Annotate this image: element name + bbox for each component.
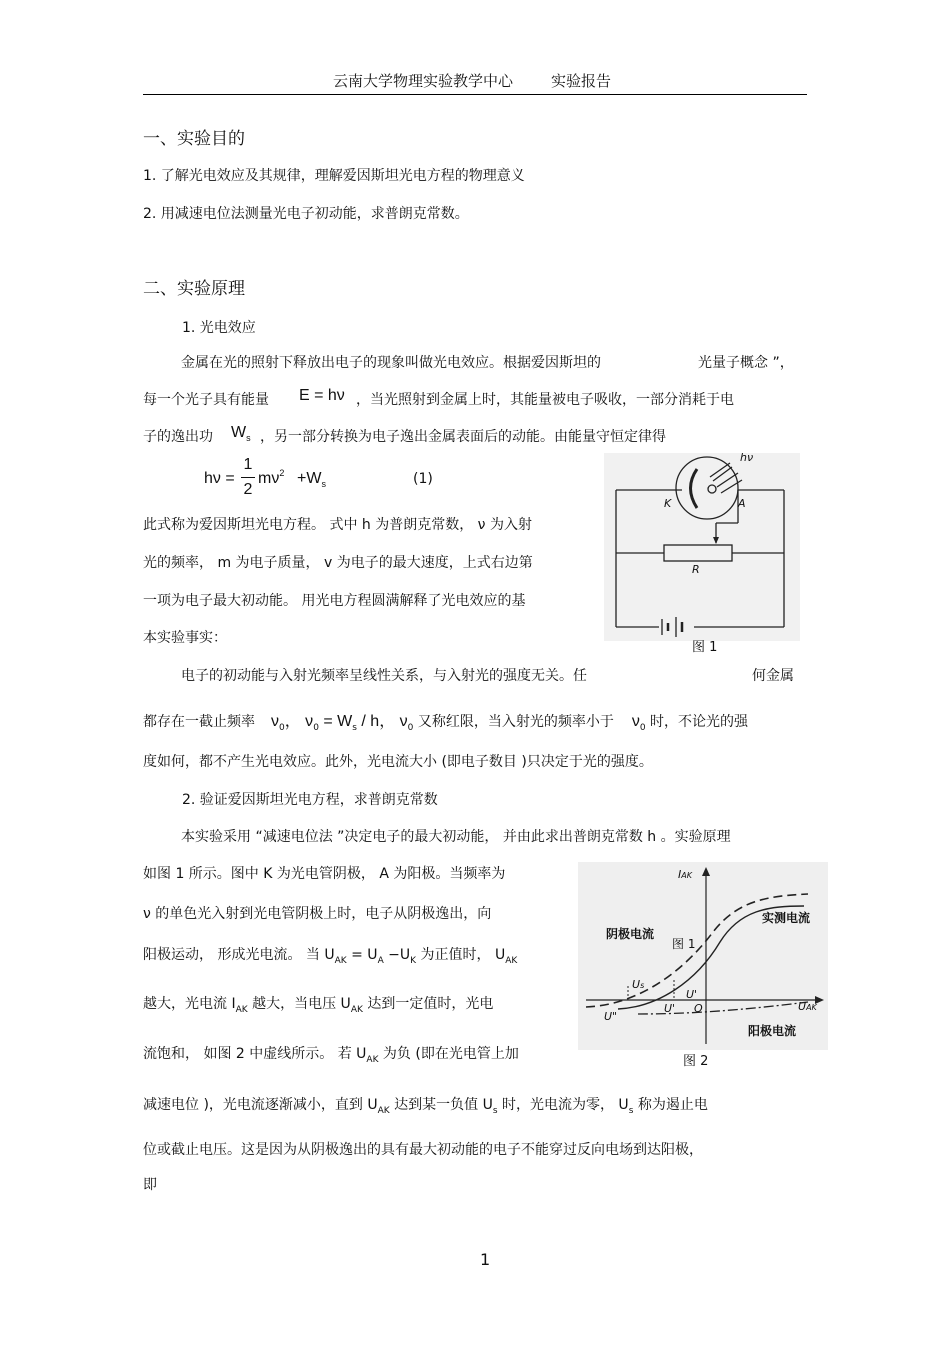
section2-title: 二、实验原理: [143, 279, 245, 299]
method-line-7: 减速电位 )，光电流逐渐减小，直到 $U_{AK}$ 达到某一负值 $U_s$ 时，光电流为零， $U_s$ 称为遏止电: [143, 1097, 708, 1116]
figure-2-anode-current-label: 阳极电流: [748, 1024, 797, 1038]
figure-1-circuit: [604, 453, 800, 641]
method-line-3: ν 的单色光入射到光电管阴极上时，电子从阴极逸出，向: [143, 906, 492, 922]
para3-text-b: ，另一部分转换为电子逸出金属表面后的动能。由能量守恒定律得: [260, 429, 666, 445]
figure-2-caption: 图 2: [683, 1054, 709, 1069]
objective-item-2: 2. 用减速电位法测量光电子初动能，求普朗克常数。: [143, 206, 469, 222]
work-function-symbol: $W_s$: [231, 424, 251, 443]
para2-text-a: 每一个光子具有能量: [143, 392, 269, 408]
photon-energy-formula: E = hν: [299, 387, 345, 404]
para3-text-a: 子的逸出功: [143, 429, 213, 445]
figure-1-r-label: R: [692, 563, 700, 576]
intensity-line: 度如何，都不产生光电效应。此外，光电流大小 (即电子数目 )只决定于光的强度。: [143, 754, 653, 770]
figure-2-iv-curve: [578, 862, 828, 1050]
fact-text-b: 何金属: [752, 668, 794, 684]
para1-text-b: 光量子概念 ”，: [698, 355, 794, 371]
figure-2-overlay-label: 图 1: [672, 937, 696, 951]
method-line-1: 本实验采用 “减速电位法 ”决定电子的最大初动能， 并由此求出普朗克常数 h 。实验原理: [181, 829, 731, 845]
header-institution: 云南大学物理实验教学中心: [333, 72, 514, 90]
para1-text-a: 金属在光的照射下释放出电子的现象叫做光电效应。根据爱因斯坦的: [181, 355, 601, 371]
figure-2-uprime-lower-label: U': [664, 1002, 676, 1015]
figure-2-cathode-current-label: 阴极电流: [606, 927, 655, 941]
figure-1-k-label: K: [664, 497, 672, 510]
figure-2-us-label: Us: [632, 978, 645, 991]
method-line-5: 越大，光电流 $I_{AK}$ 越大，当电压 $U_{AK}$ 达到一定值时，光电: [143, 996, 494, 1015]
para2-text-b: ，当光照射到金属上时，其能量被电子吸收，一部分消耗于电: [356, 392, 734, 408]
section1-title: 一、实验目的: [143, 129, 245, 149]
subsection2-title: 2. 验证爱因斯坦光电方程，求普朗克常数: [182, 792, 438, 808]
method-line-6: 流饱和， 如图 2 中虚线所示。 若 $U_{AK}$ 为负 (即在光电管上加: [143, 1046, 519, 1065]
equation-number: (1): [413, 471, 433, 487]
equation-work-term: $+W_s$: [297, 470, 326, 489]
equation-explanation-line-4: 本实验事实：: [143, 630, 227, 646]
figure-2-current-axis-label: IAK: [678, 868, 692, 881]
header-rule: [143, 94, 807, 95]
figure-2-voltage-axis-label: UAK: [798, 1000, 817, 1013]
objective-item-1: 1. 了解光电效应及其规律，理解爱因斯坦光电方程的物理意义: [143, 168, 525, 184]
figure-2-uprime-label: U': [686, 988, 698, 1001]
figure-1-hv-label: hν: [740, 453, 754, 464]
equation-explanation-line-2: 光的频率， m 为电子质量， v 为电子的最大速度，上式右边第: [143, 555, 533, 571]
equation-fraction-numerator: 1: [243, 456, 253, 473]
equation-explanation-line-1: 此式称为爱因斯坦光电方程。 式中 h 为普朗克常数， ν 为入射: [143, 517, 532, 533]
method-line-9: 即: [143, 1177, 157, 1193]
equation-fraction-denominator: 2: [243, 481, 253, 498]
figure-1-caption: 图 1: [692, 640, 718, 655]
equation-kinetic-term: $m\nu^2$: [258, 468, 285, 487]
method-line-2: 如图 1 所示。图中 K 为光电管阴极， A 为阳极。当频率为: [143, 866, 506, 882]
figure-2-udouble-label: U": [604, 1010, 618, 1023]
equation-fraction-bar: [241, 477, 255, 478]
equation-lhs: hν =: [204, 470, 235, 487]
page-number: 1: [480, 1250, 491, 1269]
method-line-4: 阳极运动， 形成光电流。 当 $U_{AK} = U_A -U_K$ 为正值时， $U_{AK}$: [143, 947, 518, 966]
subsection1-title: 1. 光电效应: [182, 320, 256, 336]
equation-explanation-line-3: 一项为电子最大初动能。 用光电方程圆满解释了光电效应的基: [143, 593, 526, 609]
header-report: 实验报告: [551, 72, 612, 90]
fact-text-a: 电子的初动能与入射光频率呈线性关系，与入射光的强度无关。任: [181, 668, 587, 684]
cutoff-frequency-line: 都存在一截止频率 $\nu_0$， $\nu_0 = W_s / h$， $\nu_0$ 又称红限，当入射光的频率小于 $\nu_0$ 时，不论光的强: [143, 713, 749, 733]
method-line-8: 位或截止电压。这是因为从阴极逸出的具有最大初动能的电子不能穿过反向电场到达阳极，: [143, 1142, 703, 1158]
figure-2-origin-label: O: [694, 1002, 703, 1015]
figure-1-a-label: A: [738, 497, 746, 510]
figure-2-measured-current-label: 实测电流: [762, 911, 811, 925]
